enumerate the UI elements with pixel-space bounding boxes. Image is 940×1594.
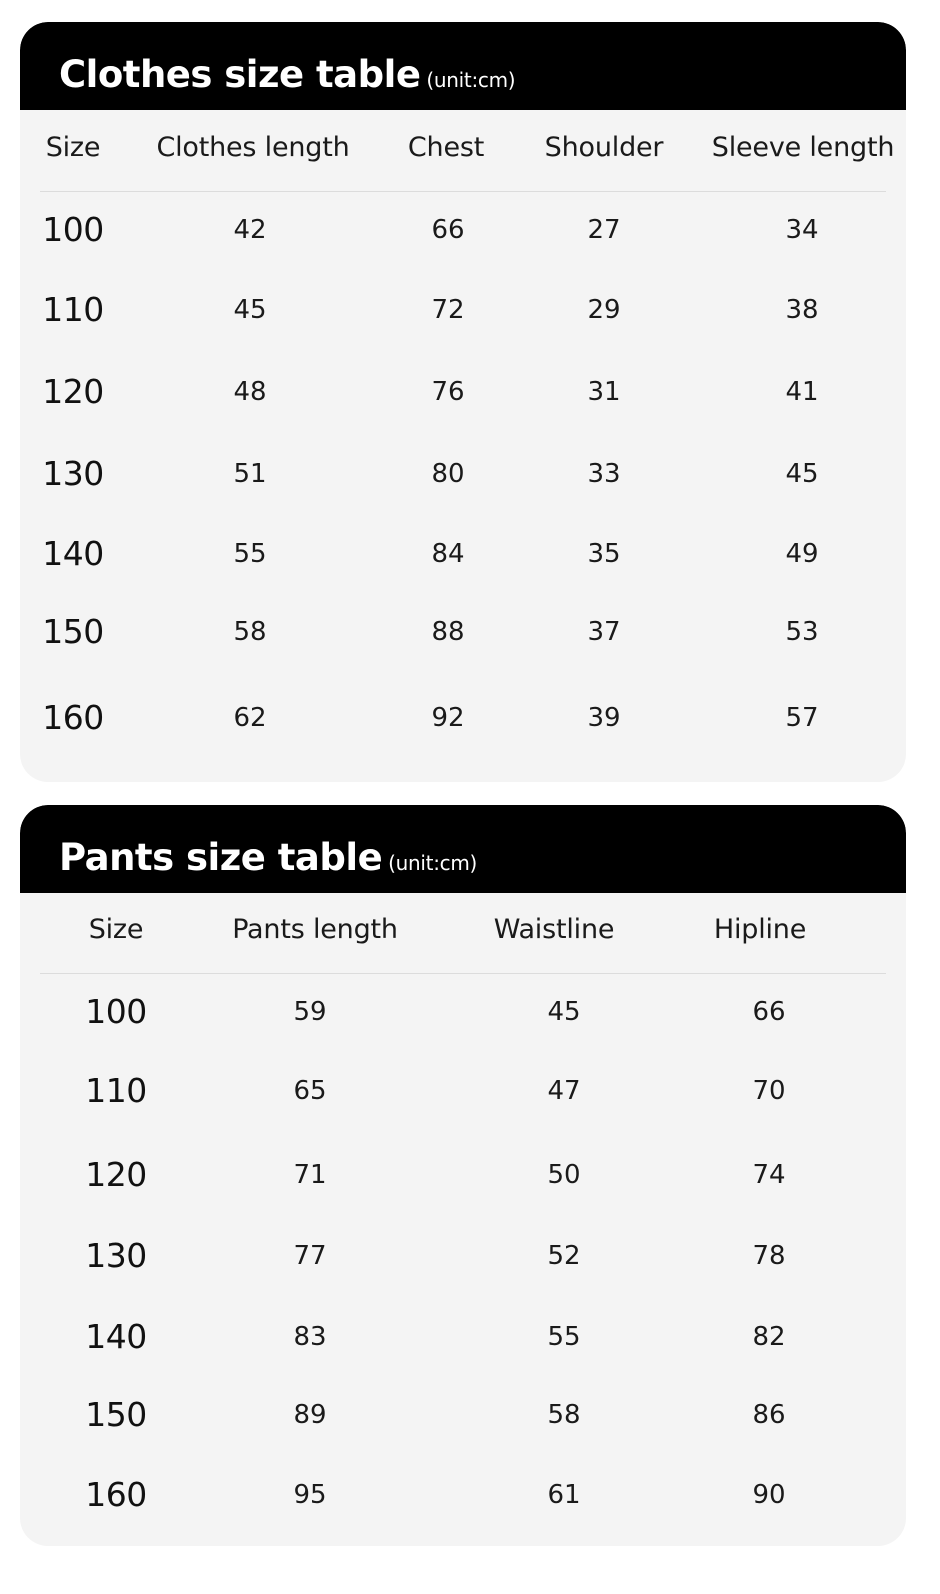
pants-length-cell: 65 — [293, 1076, 327, 1106]
waistline-cell: 47 — [547, 1076, 581, 1106]
size-cell: 140 — [85, 1317, 147, 1356]
table-row — [20, 454, 906, 494]
pants-header-divider — [40, 973, 886, 974]
table-row — [20, 534, 906, 574]
chest-cell: 80 — [431, 459, 465, 489]
table-row — [20, 1317, 906, 1357]
shoulder-cell: 31 — [587, 377, 621, 407]
sleeve-length-cell: 41 — [785, 377, 819, 407]
sleeve-length-cell: 53 — [785, 617, 819, 647]
size-cell: 100 — [85, 992, 147, 1031]
size-cell: 150 — [85, 1395, 147, 1434]
shoulder-cell: 35 — [587, 539, 621, 569]
chest-cell: 72 — [431, 295, 465, 325]
shoulder-cell: 39 — [587, 703, 621, 733]
size-cell: 150 — [42, 612, 104, 651]
size-cell: 160 — [42, 698, 104, 737]
table-row — [20, 210, 906, 250]
clothes-header-sleeve-length: Sleeve length — [711, 132, 895, 163]
clothes-table-title-text: Clothes size table — [59, 53, 421, 96]
size-cell: 140 — [42, 534, 104, 573]
size-cell: 120 — [85, 1155, 147, 1194]
shoulder-cell: 33 — [587, 459, 621, 489]
pants-header-hipline: Hipline — [713, 914, 807, 945]
table-row — [20, 992, 906, 1032]
hipline-cell: 74 — [752, 1160, 786, 1190]
table-row — [20, 372, 906, 412]
hipline-cell: 70 — [752, 1076, 786, 1106]
shoulder-cell: 37 — [587, 617, 621, 647]
hipline-cell: 86 — [752, 1400, 786, 1430]
hipline-cell: 90 — [752, 1480, 786, 1510]
clothes-table-header-bar — [20, 22, 906, 110]
waistline-cell: 55 — [547, 1322, 581, 1352]
table-row — [20, 1236, 906, 1276]
waistline-cell: 52 — [547, 1241, 581, 1271]
chest-cell: 88 — [431, 617, 465, 647]
pants-header-pants-length: Pants length — [232, 914, 398, 945]
table-row — [20, 1071, 906, 1111]
clothes-length-cell: 62 — [233, 703, 267, 733]
clothes-header-size: Size — [45, 132, 101, 163]
waistline-cell: 50 — [547, 1160, 581, 1190]
size-cell: 120 — [42, 372, 104, 411]
pants-length-cell: 83 — [293, 1322, 327, 1352]
chest-cell: 92 — [431, 703, 465, 733]
chest-cell: 66 — [431, 215, 465, 245]
sleeve-length-cell: 38 — [785, 295, 819, 325]
pants-length-cell: 77 — [293, 1241, 327, 1271]
sleeve-length-cell: 34 — [785, 215, 819, 245]
clothes-length-cell: 55 — [233, 539, 267, 569]
size-cell: 110 — [85, 1071, 147, 1110]
clothes-header-shoulder: Shoulder — [544, 132, 664, 163]
sleeve-length-cell: 57 — [785, 703, 819, 733]
size-cell: 130 — [42, 454, 104, 493]
clothes-table-unit: (unit:cm) — [426, 68, 516, 92]
pants-length-cell: 95 — [293, 1480, 327, 1510]
table-row — [20, 1475, 906, 1515]
sleeve-length-cell: 45 — [785, 459, 819, 489]
shoulder-cell: 27 — [587, 215, 621, 245]
pants-length-cell: 71 — [293, 1160, 327, 1190]
pants-table-unit: (unit:cm) — [388, 851, 478, 875]
table-row — [20, 1395, 906, 1435]
size-cell: 130 — [85, 1236, 147, 1275]
pants-length-cell: 89 — [293, 1400, 327, 1430]
pants-length-cell: 59 — [293, 997, 327, 1027]
table-row — [20, 698, 906, 738]
table-row — [20, 1155, 906, 1195]
size-cell: 160 — [85, 1475, 147, 1514]
clothes-header-clothes-length: Clothes length — [156, 132, 350, 163]
clothes-header-divider — [40, 191, 886, 192]
shoulder-cell: 29 — [587, 295, 621, 325]
waistline-cell: 58 — [547, 1400, 581, 1430]
clothes-table-title — [59, 53, 515, 96]
pants-table-title-text: Pants size table — [59, 836, 383, 879]
hipline-cell: 66 — [752, 997, 786, 1027]
clothes-header-chest: Chest — [407, 132, 485, 163]
pants-table-header-bar — [20, 805, 906, 893]
clothes-length-cell: 58 — [233, 617, 267, 647]
clothes-length-cell: 51 — [233, 459, 267, 489]
clothes-size-table-card — [20, 22, 906, 782]
clothes-length-cell: 48 — [233, 377, 267, 407]
pants-header-waistline: Waistline — [493, 914, 615, 945]
clothes-length-cell: 42 — [233, 215, 267, 245]
pants-table-title — [59, 836, 477, 879]
waistline-cell: 61 — [547, 1480, 581, 1510]
table-row — [20, 290, 906, 330]
sleeve-length-cell: 49 — [785, 539, 819, 569]
table-row — [20, 612, 906, 652]
size-cell: 110 — [42, 290, 104, 329]
hipline-cell: 78 — [752, 1241, 786, 1271]
hipline-cell: 82 — [752, 1322, 786, 1352]
clothes-length-cell: 45 — [233, 295, 267, 325]
pants-size-table-card — [20, 805, 906, 1546]
pants-header-size: Size — [88, 914, 144, 945]
chest-cell: 76 — [431, 377, 465, 407]
size-cell: 100 — [42, 210, 104, 249]
chest-cell: 84 — [431, 539, 465, 569]
waistline-cell: 45 — [547, 997, 581, 1027]
